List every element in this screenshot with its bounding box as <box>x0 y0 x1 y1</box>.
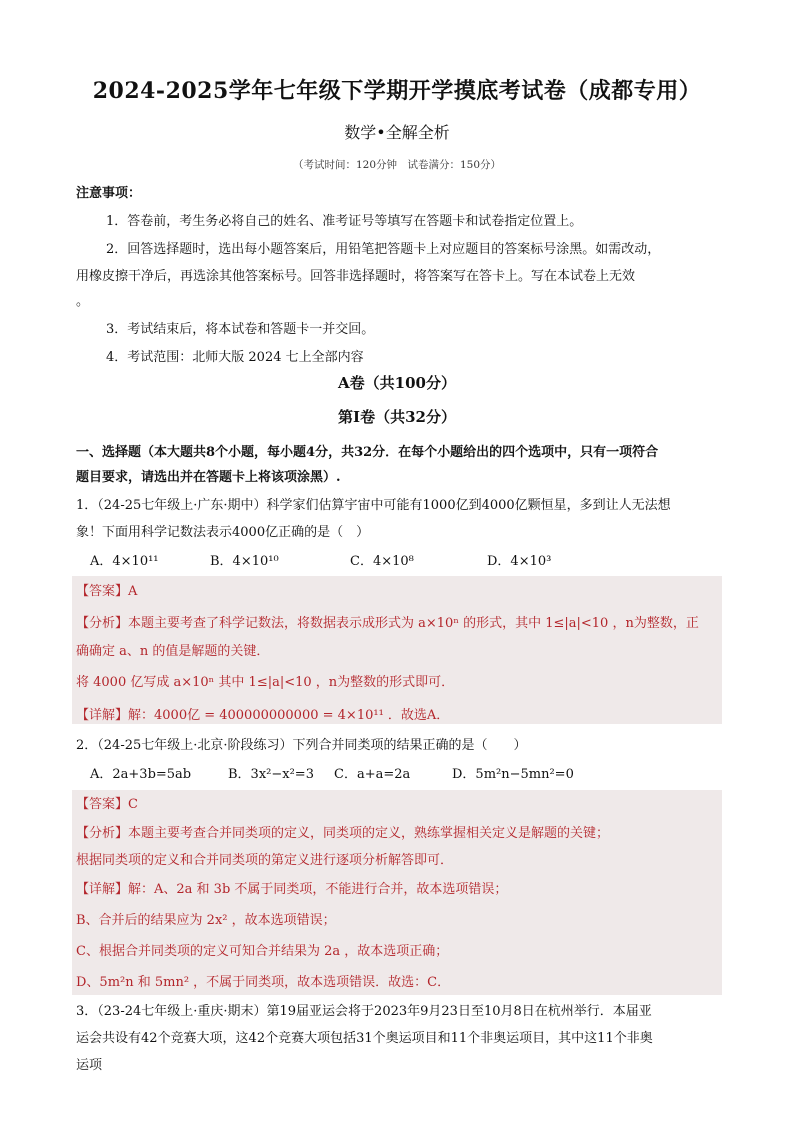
question-2-detail: C、根据合并同类项的定义可知合并结果为 2a ，故本选项正确； <box>76 944 449 959</box>
instructions-line: 题目要求，请选出并在答题卡上将该项涂黑）. <box>76 470 341 485</box>
question-2-answer: 【答案】C <box>76 797 138 812</box>
question-1-option-a: A．4×10¹¹ <box>90 554 159 569</box>
question-1-stem: 象！下面用科学记数法表示4000亿正确的是（ ） <box>76 525 370 540</box>
note-item: 4．考试范围：北师大版 2024 七上全部内容 <box>106 350 364 365</box>
note-item: 2．回答选择题时，选出每小题答案后，用铅笔把答题卡上对应题目的答案标号涂黑。如需改动， <box>106 242 661 257</box>
question-2-analysis: 【分析】本题主要考查合并同类项的定义，同类项的定义，熟练掌握相关定义是解题的关键； <box>76 826 610 841</box>
question-2-detail: D、5m²n 和 5mn² ，不属于同类项，故本选项错误．故选：C． <box>76 975 451 990</box>
exam-meta: （考试时间：120分钟 试卷满分：150分） <box>292 159 502 171</box>
page-subtitle: 数学•全解全析 <box>344 123 450 142</box>
instructions-line: 一、选择题（本大题共8个小题，每小题4分，共32分．在每个小题给出的四个选项中，只有一项符合 <box>76 445 659 460</box>
question-3-stem: 运会共设有42个竞赛大项，这42个竞赛大项包括31个奥运项目和11个非奥运项目，其中这11个非奥 <box>76 1031 653 1046</box>
question-1-stem: 1．（24-25七年级上·广东·期中）科学家们估算宇宙中可能有1000亿到4000亿颗恒星，多到让人无法想 <box>76 498 671 513</box>
question-1-analysis: 确确定 a、n 的值是解题的关键． <box>76 644 270 659</box>
question-2-option-d: D．5m²n−5mn²=0 <box>452 767 574 782</box>
question-1-option-c: C．4×10⁸ <box>350 554 414 569</box>
question-1-answer: 【答案】A <box>76 584 138 599</box>
question-1-analysis: 【分析】本题主要考查了科学记数法，将数据表示成形式为 a×10ⁿ 的形式，其中 1≤|a|<10 ，n为整数，正 <box>76 616 699 631</box>
note-item: 3．考试结束后，将本试卷和答题卡一并交回。 <box>106 322 375 337</box>
question-1-analysis: 将 4000 亿写成 a×10ⁿ 其中 1≤|a|<10 ，n为整数的形式即可． <box>76 675 455 690</box>
question-2-option-b: B．3x²−x²=3 <box>228 767 314 782</box>
page-title: 2024-2025学年七年级下学期开学摸底考试卷（成都专用） <box>92 78 702 104</box>
notes-heading: 注意事项： <box>76 186 142 201</box>
question-2-option-c: C．a+a=2a <box>334 767 411 782</box>
note-item: 。 <box>76 294 90 309</box>
question-2-analysis: 根据同类项的定义和合并同类项的第定义进行逐项分析解答即可． <box>76 853 454 868</box>
note-item: 用橡皮擦干净后，再选涂其他答案标号。回答非选择题时，将答案写在答卡上。写在本试卷上无效 <box>76 269 636 284</box>
question-2-stem: 2．（24-25七年级上·北京·阶段练习）下列合并同类项的结果正确的是（ ） <box>76 738 527 753</box>
question-1-option-b: B．4×10¹⁰ <box>210 554 279 569</box>
question-2-option-a: A．2a+3b=5ab <box>90 767 192 782</box>
question-2-detail: B、合并后的结果应为 2x² ，故本选项错误； <box>76 913 336 928</box>
question-2-detail: 【详解】解：A、2a 和 3b 不属于同类项，不能进行合并，故本选项错误； <box>76 882 508 897</box>
section-a-heading: A卷（共100分） <box>338 374 456 392</box>
question-1-option-d: D．4×10³ <box>487 554 552 569</box>
part1-heading: 第Ⅰ卷（共32分） <box>338 408 456 426</box>
question-3-stem: 运项 <box>76 1058 103 1073</box>
note-item: 1．答卷前，考生务必将自己的姓名、准考证号等填写在答题卡和试卷指定位置上。 <box>106 214 583 229</box>
question-1-detail: 【详解】解：4000亿 = 400000000000 = 4×10¹¹ ．故选A． <box>76 708 450 723</box>
question-3-stem: 3．（23-24七年级上·重庆·期末）第19届亚运会将于2023年9月23日至10月8日在杭州举行．本届亚 <box>76 1004 652 1019</box>
